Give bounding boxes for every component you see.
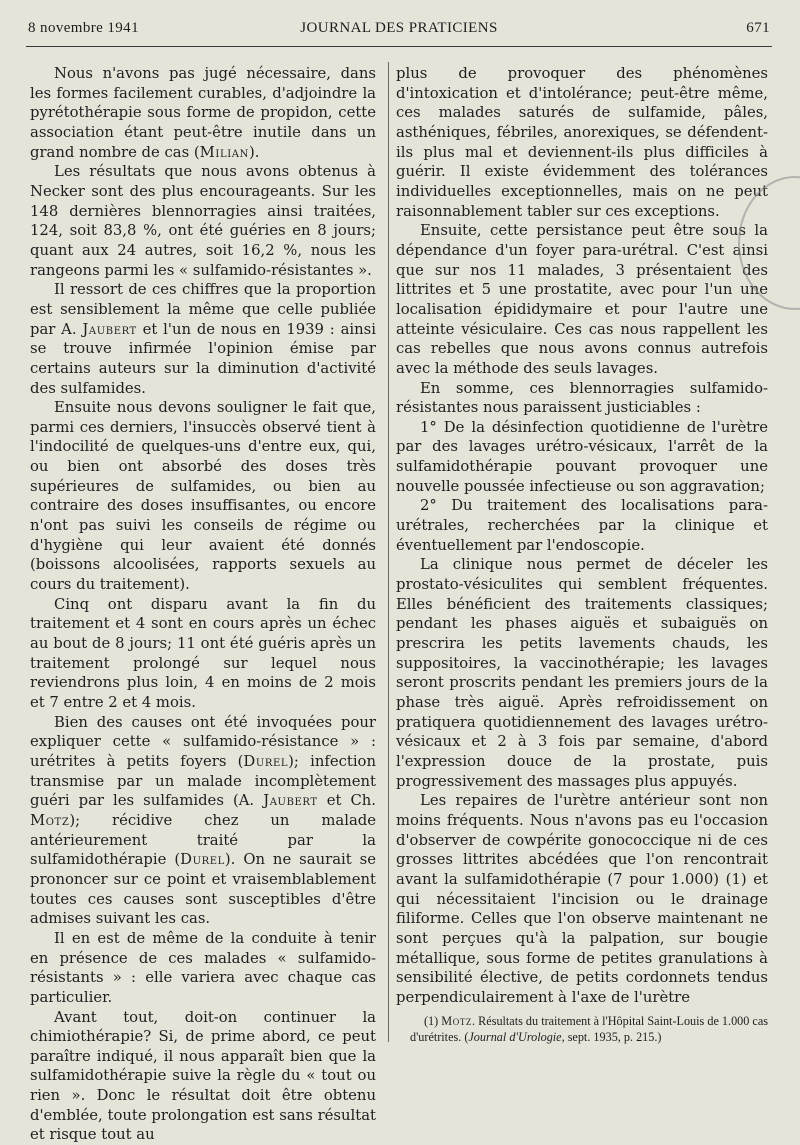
paragraph: Il en est de même de la conduite à tenir en présence de ces malades « sulfamido-résistants » : elle variera avec chaque cas particulier.: [30, 929, 376, 1008]
paragraph: plus de provoquer des phénomènes d'intoxication et d'intolérance; peut-être même, ces malades saturés de sulfamide, pâles, asthéniques, fébriles, anorexiques, se défendent-ils plus mal et deviennent-ils plus difficiles à guérir. Il existe évidemment des tolérances individuelles exceptionnelles, mais on ne peut raisonnablement tabler sur ces exceptions.: [396, 64, 768, 221]
header-rule: [26, 46, 772, 47]
left-column: [30, 64, 376, 1145]
paragraph: En somme, ces blennorragies sulfamido-résistantes nous paraissent justiciables :: [396, 379, 768, 418]
paragraph: 2° Du traitement des localisations para-urétrales, recherchées par la clinique et éventuellement par l'endoscopie.: [396, 496, 768, 555]
paragraph: Nous n'avons pas jugé nécessaire, dans les formes facilement curables, d'adjoindre la pyrétothérapie sous forme de propidon, cette association étant peut-être inutile dans un grand nombre de cas (Milian).: [30, 64, 376, 162]
issue-date: 8 novembre 1941: [28, 20, 139, 37]
paragraph: Les résultats que nous avons obtenus à Necker sont des plus encourageants. Sur les 148 dernières blennorragies ainsi traitées, 124, soit 83,8 %, ont été guéries en 8 jours; quant aux 24 autres, soit 16,2 %, nous les rangeons parmi les « sulfamido-résistantes ».: [30, 162, 376, 280]
paragraph: Cinq ont disparu avant la fin du traitement et 4 sont en cours après un échec au bout de 8 jours; 11 ont été guéris après un traitement prolongé sur lequel nous reviendrons plus loin, 4 en moins de 2 mois et 7 entre 2 et 4 mois.: [30, 595, 376, 713]
author-name: Jaubert: [82, 321, 136, 338]
right-column: [396, 64, 768, 1008]
column-divider: [388, 62, 389, 1042]
journal-name: Journal d'Urologie: [468, 1030, 561, 1044]
paragraph: Il ressort de ces chiffres que la proportion est sensiblement la même que celle publiée par A. Jaubert et l'un de nous en 1939 : ainsi se trouve infirmée l'opinion émise par certains auteurs sur la diminution d'activité des sulfamides.: [30, 280, 376, 398]
paragraph: 1° De la désinfection quotidienne de l'urètre par des lavages urétro-vésicaux, l'arrêt de la sulfamidothérapie pouvant provoquer une nouvelle poussée infectieuse ou son aggravation;: [396, 418, 768, 497]
author-name: Durel: [180, 851, 225, 868]
running-header: [28, 20, 770, 44]
paragraph: La clinique nous permet de déceler les prostato-vésiculites qui semblent fréquentes. Elles bénéficient des traitements classiques; pendant les phases aiguës et subaiguës on prescrira les petits lavements chauds, les suppositoires, la vaccinothérapie; les lavages seront proscrits pendant les premiers jours de la phase très aiguë. Après refroidissement on pratiquera quotidiennement des lavages urétro-vésicaux et 2 à 3 fois par semaine, d'abord l'expression douce de la prostate, puis progressivement des massages plus appuyés.: [396, 555, 768, 791]
author-name: Durel: [243, 753, 288, 770]
paragraph: Ensuite nous devons souligner le fait que, parmi ces derniers, l'insuccès observé tient à l'indocilité de quelques-uns d'entre eux, qui, ou bien ont absorbé des doses très supérieures de sulfamides, ou bien au contraire des doses insuffisantes, ou encore n'ont pas suivi les conseils de régime ou d'hygiène qui leur avaient été donnés (boissons alcoolisées, rapports sexuels au cours du traitement).: [30, 398, 376, 595]
journal-title: JOURNAL DES PRATICIENS: [28, 20, 770, 37]
footnote: (1) Motz. Résultats du traitement à l'Hôpital Saint-Louis de 1.000 cas d'urétrites. (Journal d'Urologie, sept. 1935, p. 215.): [410, 1014, 768, 1045]
author-name: Motz: [441, 1014, 472, 1028]
paragraph: Bien des causes ont été invoquées pour expliquer cette « sulfamido-résistance » : urétrites à petits foyers (Durel); infection transmise par un malade incomplètement guéri par les sulfamides (A. Jaubert et Ch. Motz); récidive chez un malade antérieurement traité par la sulfamidothérapie (Durel). On ne saurait se prononcer sur ce point et vraisemblablement toutes ces causes sont susceptibles d'être admises suivant les cas.: [30, 713, 376, 929]
author-name: Jaubert: [263, 792, 317, 809]
author-name: Milian: [200, 144, 249, 161]
author-name: Motz: [30, 812, 69, 829]
paragraph: Les repaires de l'urètre antérieur sont non moins fréquents. Nous n'avons pas eu l'occasion d'observer de cowpérite gonococcique ni de ces grosses littrites abcédées que l'on rencontrait avant la sulfamidothérapie (7 pour 1.000) (1) et qui nécessitaient l'incision ou le drainage filiforme. Celles que l'on observe maintenant ne sont perçues qu'à la palpation, sur bougie métallique, sous forme de petites granulations à sensibilité élective, de petits cordonnets tendus perpendiculairement à l'axe de l'urètre: [396, 791, 768, 1007]
paragraph: Avant tout, doit-on continuer la chimiothérapie? Si, de prime abord, ce peut paraître indiqué, il nous apparaît bien que la sulfamidothérapie suive la règle du « tout ou rien ». Donc le résultat doit être obtenu d'emblée, toute prolongation est sans résultat et risque tout au: [30, 1008, 376, 1145]
page-number: 671: [746, 20, 770, 37]
paragraph: Ensuite, cette persistance peut être sous la dépendance d'un foyer para-urétral. C'est ainsi que sur nos 11 malades, 3 présentaient des littrites et 5 une prostatite, avec pour l'un une localisation épididymaire et pour l'autre une atteinte vésiculaire. Ces cas nous rappellent les cas rebelles que nous avons connus autrefois avec la méthode des seuls lavages.: [396, 221, 768, 378]
